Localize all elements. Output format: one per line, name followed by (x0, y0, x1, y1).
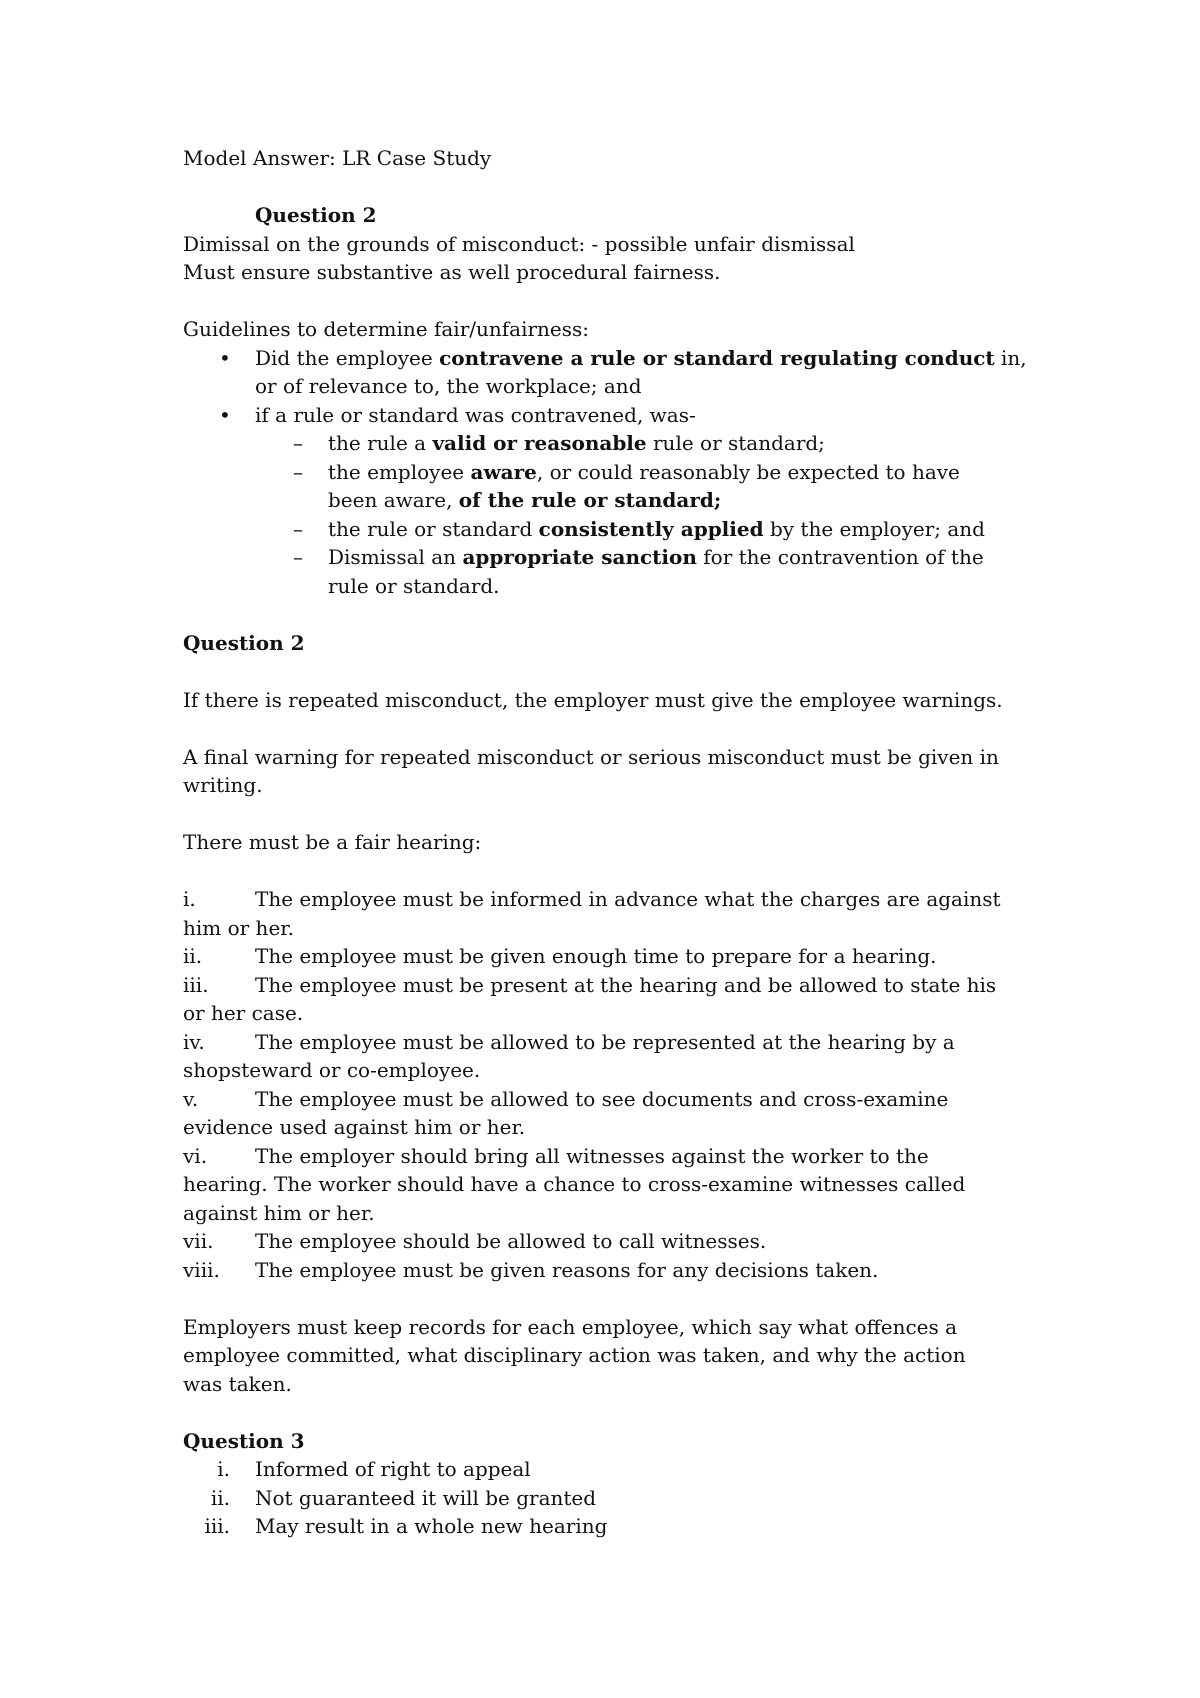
appeal-item: i. Informed of right to appeal (217, 1457, 531, 1481)
bullet-glyph: • (219, 345, 231, 370)
records-line-1: Employers must keep records for each employee, which say what offences a (183, 1314, 958, 1339)
dismissal-line: Dimissal on the grounds of misconduct: - possible unfair dismissal (183, 231, 855, 256)
question-3-heading: Question 3 (183, 1428, 305, 1453)
bullet-glyph: • (219, 402, 231, 427)
hearing-item: ii. The employee must be given enough time to prepare for a hearing. (183, 944, 937, 968)
hearing-item: i. The employee must be informed in advance what the charges are against him or her. (183, 887, 1001, 940)
question-2-heading: Question 2 (255, 203, 377, 227)
guidelines-intro: Guidelines to determine fair/unfairness: (183, 317, 590, 341)
bullet-item: • Did the employee contravene a rule or standard regulating conduct in, or of relevance to, the workplace; and (219, 345, 1027, 398)
hearing-item: vii. The employee should be allowed to call witnesses. (183, 1229, 767, 1253)
dash-glyph: – (293, 431, 303, 455)
hearing-item: iv. The employee must be allowed to be represented at the hearing by a shopsteward or co-employee. (183, 1029, 955, 1082)
hearing-item: viii. The employee must be given reasons for any decisions taken. (183, 1257, 879, 1282)
dash-item: – Dismissal an appropriate sanction for the contravention of the rule or standard. (293, 545, 984, 598)
dash-glyph: – (293, 459, 303, 484)
records-line-3: was taken. (183, 1371, 292, 1396)
warnings-paragraph: If there is repeated misconduct, the employer must give the employee warnings. (183, 687, 1003, 712)
dash-item: – the employee aware, or could reasonably be expected to have been aware, of the rule or standard; (293, 459, 960, 512)
question-2b-heading: Question 2 (183, 630, 305, 655)
dash-glyph: – (293, 545, 303, 569)
hearing-item: vi. The employer should bring all witnesses against the worker to the hearing. The worker should have a chance to cross-examine witnesses called against him or her. (183, 1143, 966, 1225)
bullet-item: • if a rule or standard was contravened, was- (183, 401, 1043, 430)
records-line-2: employee committed, what disciplinary action was taken, and why the action (183, 1343, 966, 1367)
appeal-item: iii. May result in a whole new hearing (204, 1514, 608, 1538)
hearing-item: iii. The employee must be present at the hearing and be allowed to state his or her case. (183, 972, 997, 1025)
fairness-line: Must ensure substantive as well procedural fairness. (183, 260, 721, 284)
appeal-item: ii. Not guaranteed it will be granted (210, 1485, 597, 1510)
final-warning-line-2: writing. (183, 773, 263, 797)
dash-glyph: – (293, 516, 303, 541)
fair-hearing-intro: There must be a fair hearing: (183, 830, 482, 854)
hearing-item: v. The employee must be allowed to see documents and cross-examine evidence used against him or her. (183, 1086, 949, 1139)
dash-item: – the rule a valid or reasonable rule or standard; (183, 429, 1043, 458)
final-warning-line-1: A final warning for repeated misconduct or serious misconduct must be given in (183, 744, 999, 769)
document-title: Model Answer: LR Case Study (183, 146, 492, 170)
document-body (183, 144, 1043, 1541)
dash-item: – the rule or standard consistently applied by the employer; and (183, 515, 1043, 544)
